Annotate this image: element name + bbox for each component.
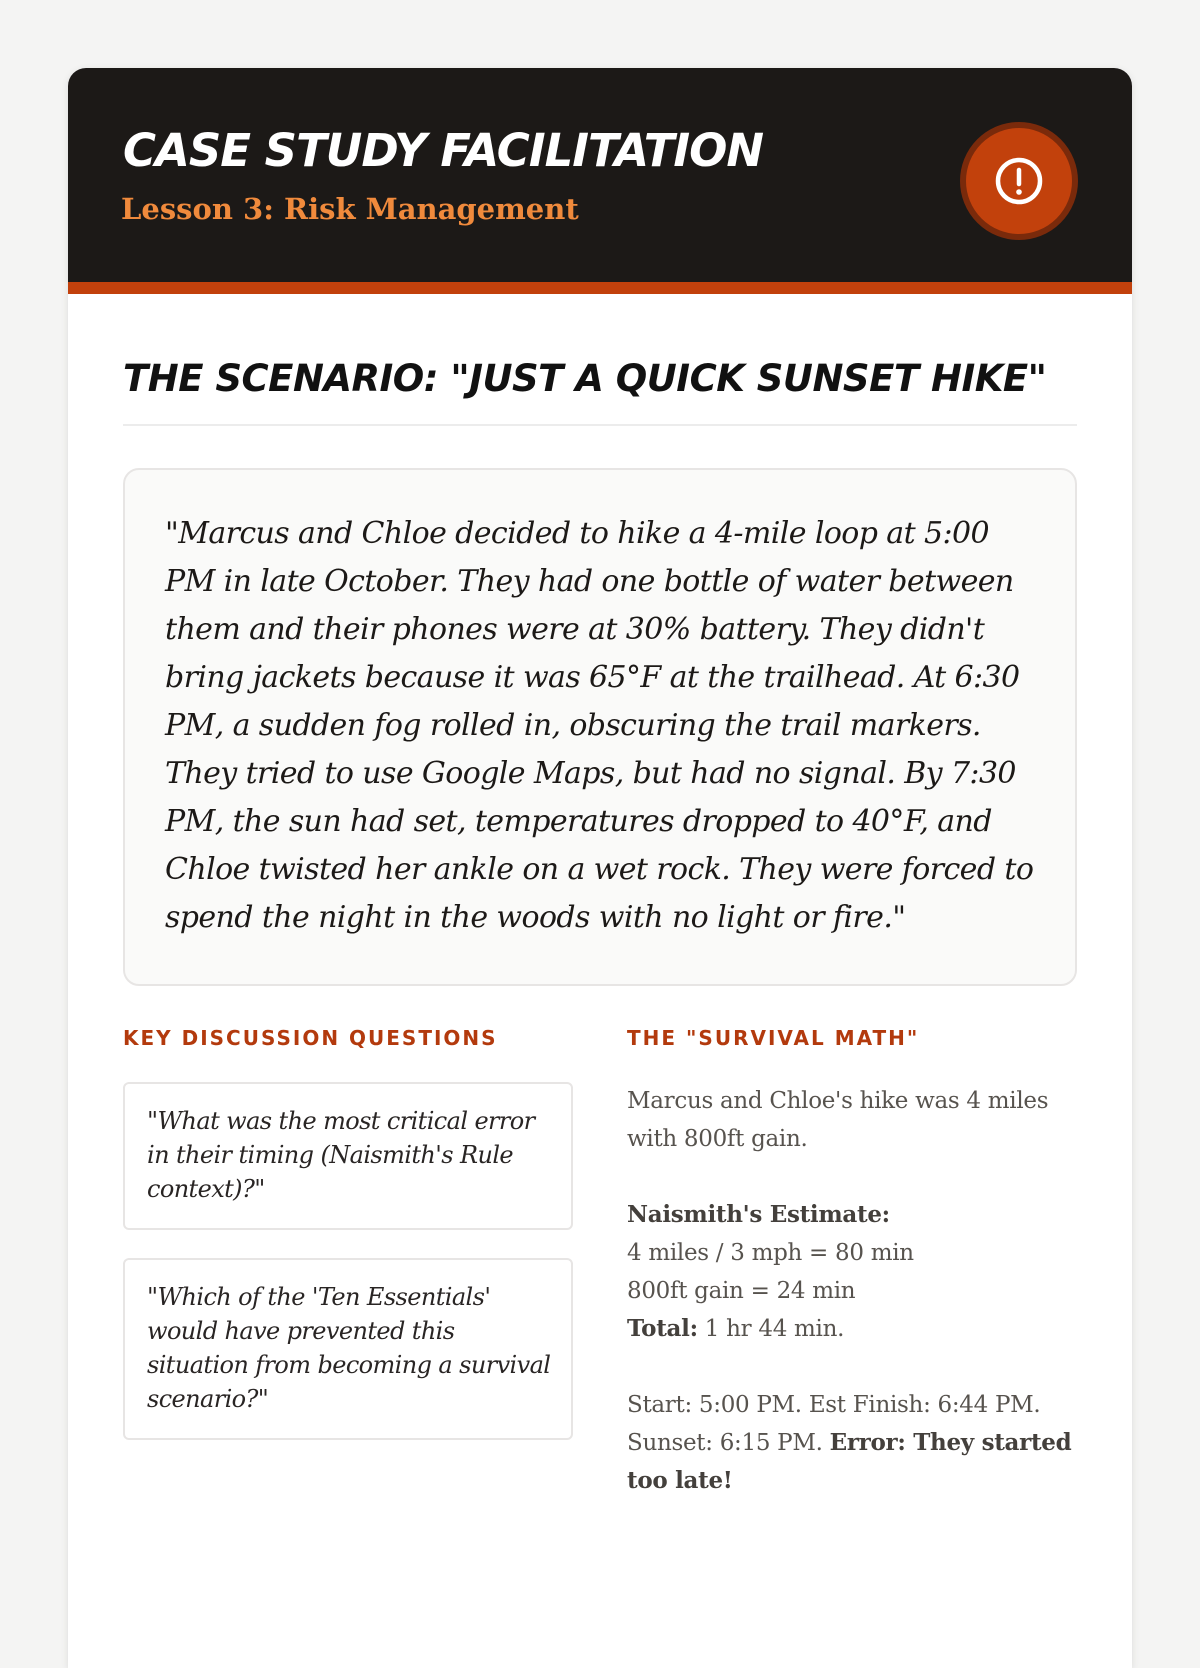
distance-calculation: 4 miles / 3 mph = 80 min	[627, 1240, 914, 1266]
case-study-card	[68, 68, 1132, 1668]
total-line	[627, 1310, 1077, 1348]
scenario-quote: "Marcus and Chloe decided to hike a 4-mile loop at 5:00 PM in late October. They had one bottle of water between them and their phones were at 30% battery. They didn't bring jackets because it was 65°F at the trailhead. At 6:30 PM, a sudden fog rolled in, obscuring the trail markers. They tried to use Google Maps, but had no signal. By 7:30 PM, the sun had set, temperatures dropped to 40°F, and Chloe twisted her ankle on a wet rock. They were forced to spend the night in the woods with no light or fire."	[123, 468, 1077, 986]
scenario-title: THE SCENARIO: "JUST A QUICK SUNSET HIKE"	[123, 352, 1077, 426]
question-card: "Which of the 'Ten Essentials' would have prevented this situation from becoming a survival scenario?"	[123, 1258, 573, 1440]
gain-calculation: 800ft gain = 24 min	[627, 1278, 856, 1304]
hike-summary: Marcus and Chloe's hike was 4 miles with 800ft gain.	[627, 1088, 1049, 1152]
timeline-text: Start: 5:00 PM. Est Finish: 6:44 PM. Sunset: 6:15 PM.	[627, 1392, 1041, 1456]
estimate-label: Naismith's Estimate:	[627, 1201, 890, 1228]
discussion-questions-label: KEY DISCUSSION QUESTIONS	[123, 1026, 498, 1050]
alert-circle-icon	[992, 154, 1046, 208]
survival-math-label: THE "SURVIVAL MATH"	[627, 1026, 920, 1050]
survival-math-content	[627, 1082, 1077, 1500]
header	[68, 68, 1132, 294]
page-title: CASE STUDY FACILITATION	[123, 124, 764, 177]
alert-badge[interactable]	[960, 122, 1078, 240]
two-column-section	[123, 1026, 1077, 1500]
error-text: Error: They started too late!	[627, 1429, 1072, 1494]
survival-math-column	[627, 1026, 1077, 1500]
total-label: Total:	[627, 1315, 698, 1342]
timeline-line	[627, 1386, 1077, 1500]
question-card: "What was the most critical error in their timing (Naismith's Rule context)?"	[123, 1082, 573, 1230]
header-accent-stripe	[68, 282, 1132, 294]
lesson-subtitle: Lesson 3: Risk Management	[121, 192, 579, 226]
card-body	[68, 352, 1132, 1500]
discussion-questions-column	[123, 1026, 573, 1500]
total-value: 1 hr 44 min.	[697, 1316, 845, 1342]
